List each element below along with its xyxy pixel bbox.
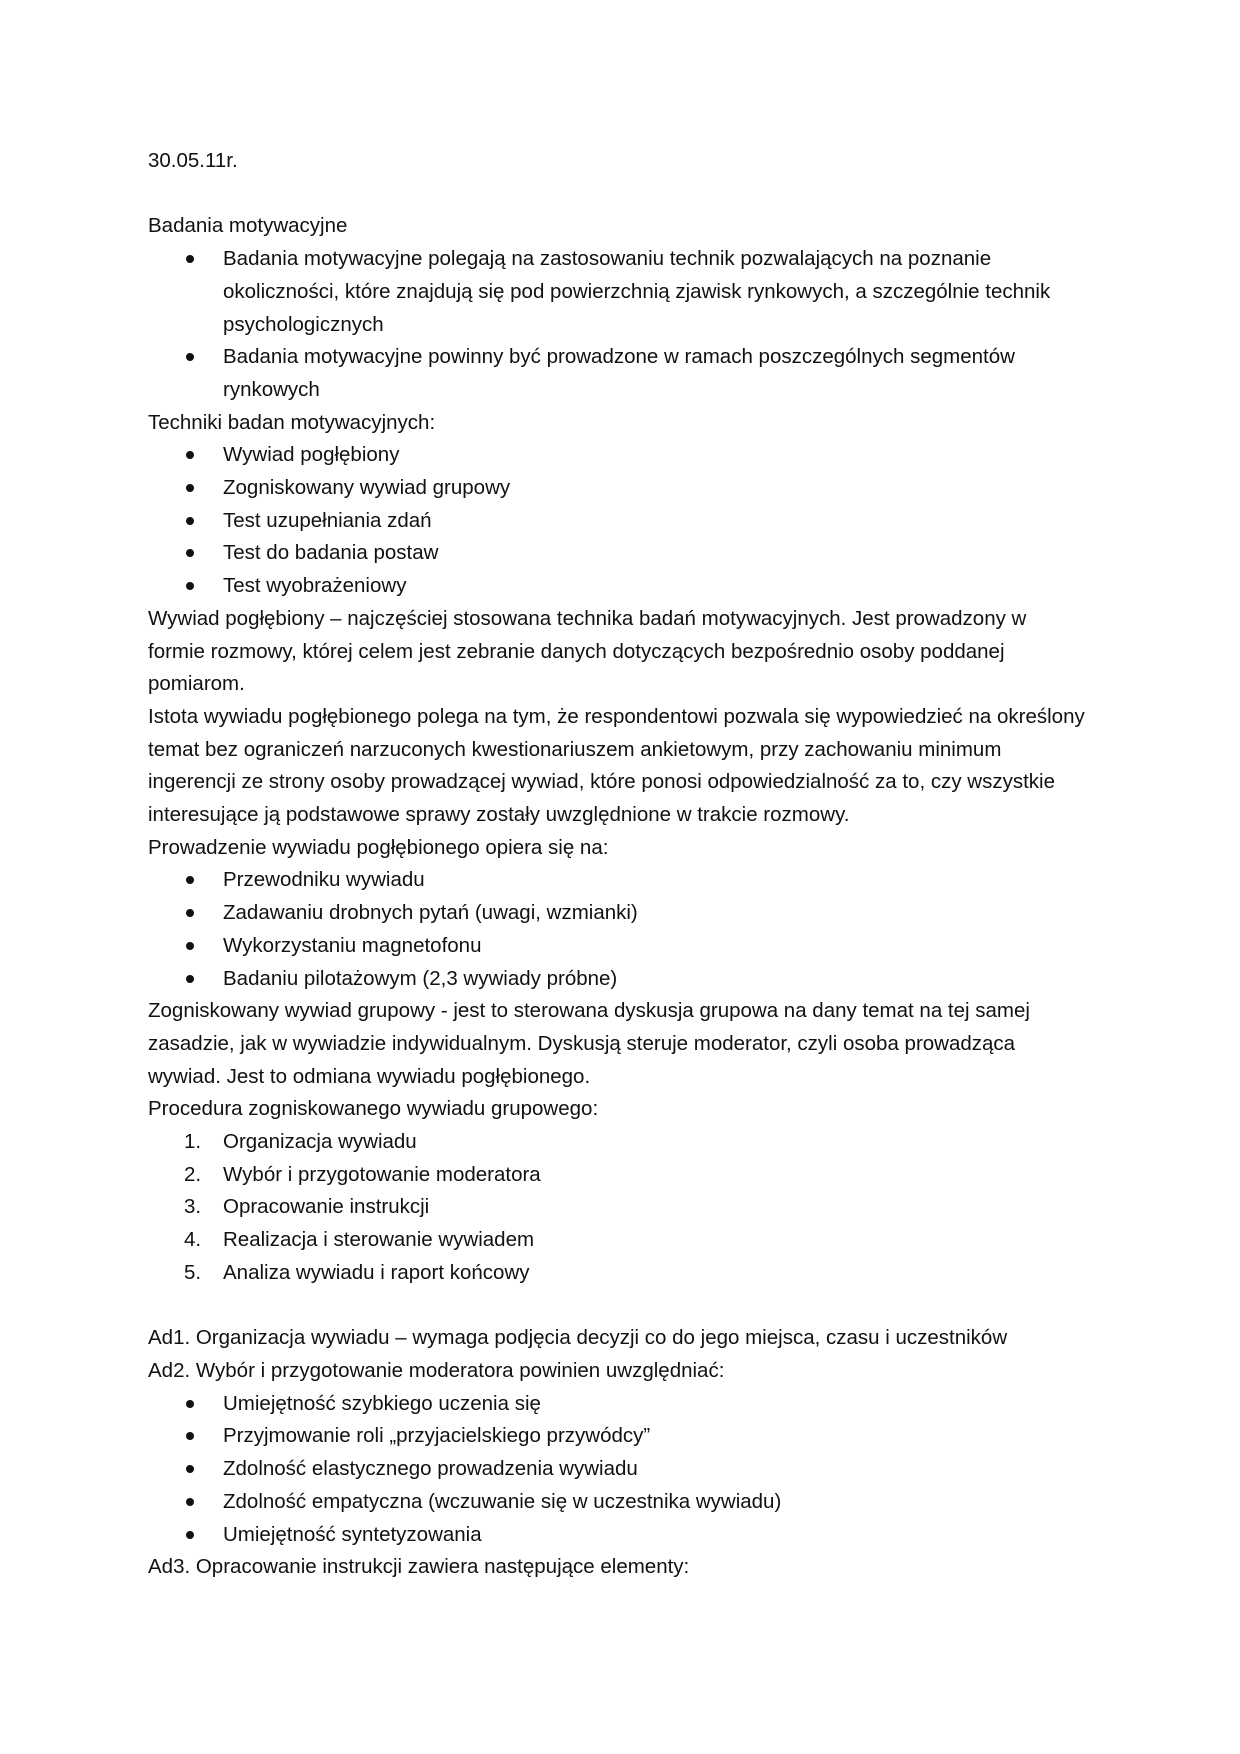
bullet-list-ad2 bbox=[148, 1388, 1088, 1552]
list-item: Wykorzystaniu magnetofonu bbox=[148, 930, 1088, 963]
bullet-icon bbox=[186, 909, 194, 917]
list-item: Test wyobrażeniowy bbox=[148, 570, 1088, 603]
list-item: Badania motywacyjne polegają na zastosowaniu technik pozwalających na poznanie okoliczności, które znajdują się pod powierzchnią zjawisk rynkowych, a szczególnie technik psychologicznych bbox=[148, 243, 1088, 341]
list-number: 1. bbox=[184, 1130, 202, 1154]
section-heading-prowadzenie: Prowadzenie wywiadu pogłębionego opiera się na: bbox=[148, 835, 609, 859]
bullet-icon bbox=[186, 451, 194, 459]
list-number: 5. bbox=[184, 1260, 202, 1284]
paragraph-zogniskowany: Zogniskowany wywiad grupowy - jest to sterowana dyskusja grupowa na dany temat na tej samej zasadzie, jak w wywiadzie indywidualnym. Dyskusją steruje moderator, czyli osoba prowadząca wywiad. Jest to odmiana wywiadu pogłębionego. bbox=[148, 999, 1030, 1088]
section-heading-techniki: Techniki badan motywacyjnych: bbox=[148, 410, 436, 434]
list-item: Zogniskowany wywiad grupowy bbox=[148, 472, 1088, 505]
bullet-icon bbox=[186, 1531, 194, 1539]
list-item: 3. Opracowanie instrukcji bbox=[148, 1191, 1088, 1224]
list-item: Test do badania postaw bbox=[148, 537, 1088, 570]
list-number: 3. bbox=[184, 1195, 202, 1219]
bullet-icon bbox=[186, 1400, 194, 1408]
bullet-icon bbox=[186, 876, 194, 884]
list-item: Przewodniku wywiadu bbox=[148, 864, 1088, 897]
bullet-icon bbox=[186, 1432, 194, 1440]
paragraph-istota: Istota wywiadu pogłębionego polega na tym, że respondentowi pozwala się wypowiedzieć na określony temat bez ograniczeń narzuconych kwestionariuszem ankietowym, przy zachowaniu minimum ingerencji ze strony osoby prowadzącej wywiad, które ponosi odpowiedzialność za to, czy wszystkie interesujące ją podstawowe sprawy zostały uwzględnione w trakcie rozmowy. bbox=[148, 704, 1085, 827]
list-item: 4. Realizacja i sterowanie wywiadem bbox=[148, 1224, 1088, 1257]
numbered-list-procedura bbox=[148, 1126, 1088, 1290]
paragraph-ad3: Ad3. Opracowanie instrukcji zawiera następujące elementy: bbox=[148, 1555, 690, 1579]
list-item: Umiejętność syntetyzowania bbox=[148, 1519, 1088, 1552]
list-item: 1. Organizacja wywiadu bbox=[148, 1126, 1088, 1159]
bullet-icon bbox=[186, 1498, 194, 1506]
list-item: Przyjmowanie roli „przyjacielskiego przywódcy” bbox=[148, 1420, 1088, 1453]
list-item: Zdolność empatyczna (wczuwanie się w uczestnika wywiadu) bbox=[148, 1486, 1088, 1519]
list-item: Wywiad pogłębiony bbox=[148, 439, 1088, 472]
section-heading-ad2: Ad2. Wybór i przygotowanie moderatora powinien uwzględniać: bbox=[148, 1358, 725, 1382]
bullet-icon bbox=[186, 517, 194, 525]
bullet-icon bbox=[186, 975, 194, 983]
paragraph-ad1: Ad1. Organizacja wywiadu – wymaga podjęcia decyzji co do jego miejsca, czasu i uczestników bbox=[148, 1326, 1008, 1350]
blank-line bbox=[148, 1290, 1088, 1323]
list-item: 2. Wybór i przygotowanie moderatora bbox=[148, 1159, 1088, 1192]
list-item: Test uzupełniania zdań bbox=[148, 505, 1088, 538]
section-heading-procedura: Procedura zogniskowanego wywiadu grupowego: bbox=[148, 1097, 599, 1121]
bullet-icon bbox=[186, 255, 194, 263]
bullet-list-badania bbox=[148, 243, 1088, 407]
document-date: 30.05.11r. bbox=[148, 149, 238, 172]
paragraph-wywiad-poglebiony: Wywiad pogłębiony – najczęściej stosowana technika badań motywacyjnych. Jest prowadzony w formie rozmowy, której celem jest zebranie danych dotyczących bezpośrednio osoby poddanej pomiarom. bbox=[148, 606, 1027, 696]
document-content bbox=[148, 145, 1088, 1584]
section-heading-badania: Badania motywacyjne bbox=[148, 214, 348, 238]
bullet-icon bbox=[186, 942, 194, 950]
bullet-icon bbox=[186, 353, 194, 361]
list-item: 5. Analiza wywiadu i raport końcowy bbox=[148, 1257, 1088, 1290]
bullet-list-prowadzenie bbox=[148, 864, 1088, 995]
list-item: Badaniu pilotażowym (2,3 wywiady próbne) bbox=[148, 963, 1088, 996]
bullet-icon bbox=[186, 484, 194, 492]
bullet-list-techniki bbox=[148, 439, 1088, 603]
bullet-icon bbox=[186, 582, 194, 590]
list-item: Zdolność elastycznego prowadzenia wywiadu bbox=[148, 1453, 1088, 1486]
list-item: Zadawaniu drobnych pytań (uwagi, wzmianki) bbox=[148, 897, 1088, 930]
bullet-icon bbox=[186, 549, 194, 557]
list-number: 2. bbox=[184, 1162, 202, 1186]
list-item: Badania motywacyjne powinny być prowadzone w ramach poszczególnych segmentów rynkowych bbox=[148, 341, 1088, 406]
bullet-icon bbox=[186, 1465, 194, 1473]
list-number: 4. bbox=[184, 1228, 202, 1252]
list-item: Umiejętność szybkiego uczenia się bbox=[148, 1388, 1088, 1421]
